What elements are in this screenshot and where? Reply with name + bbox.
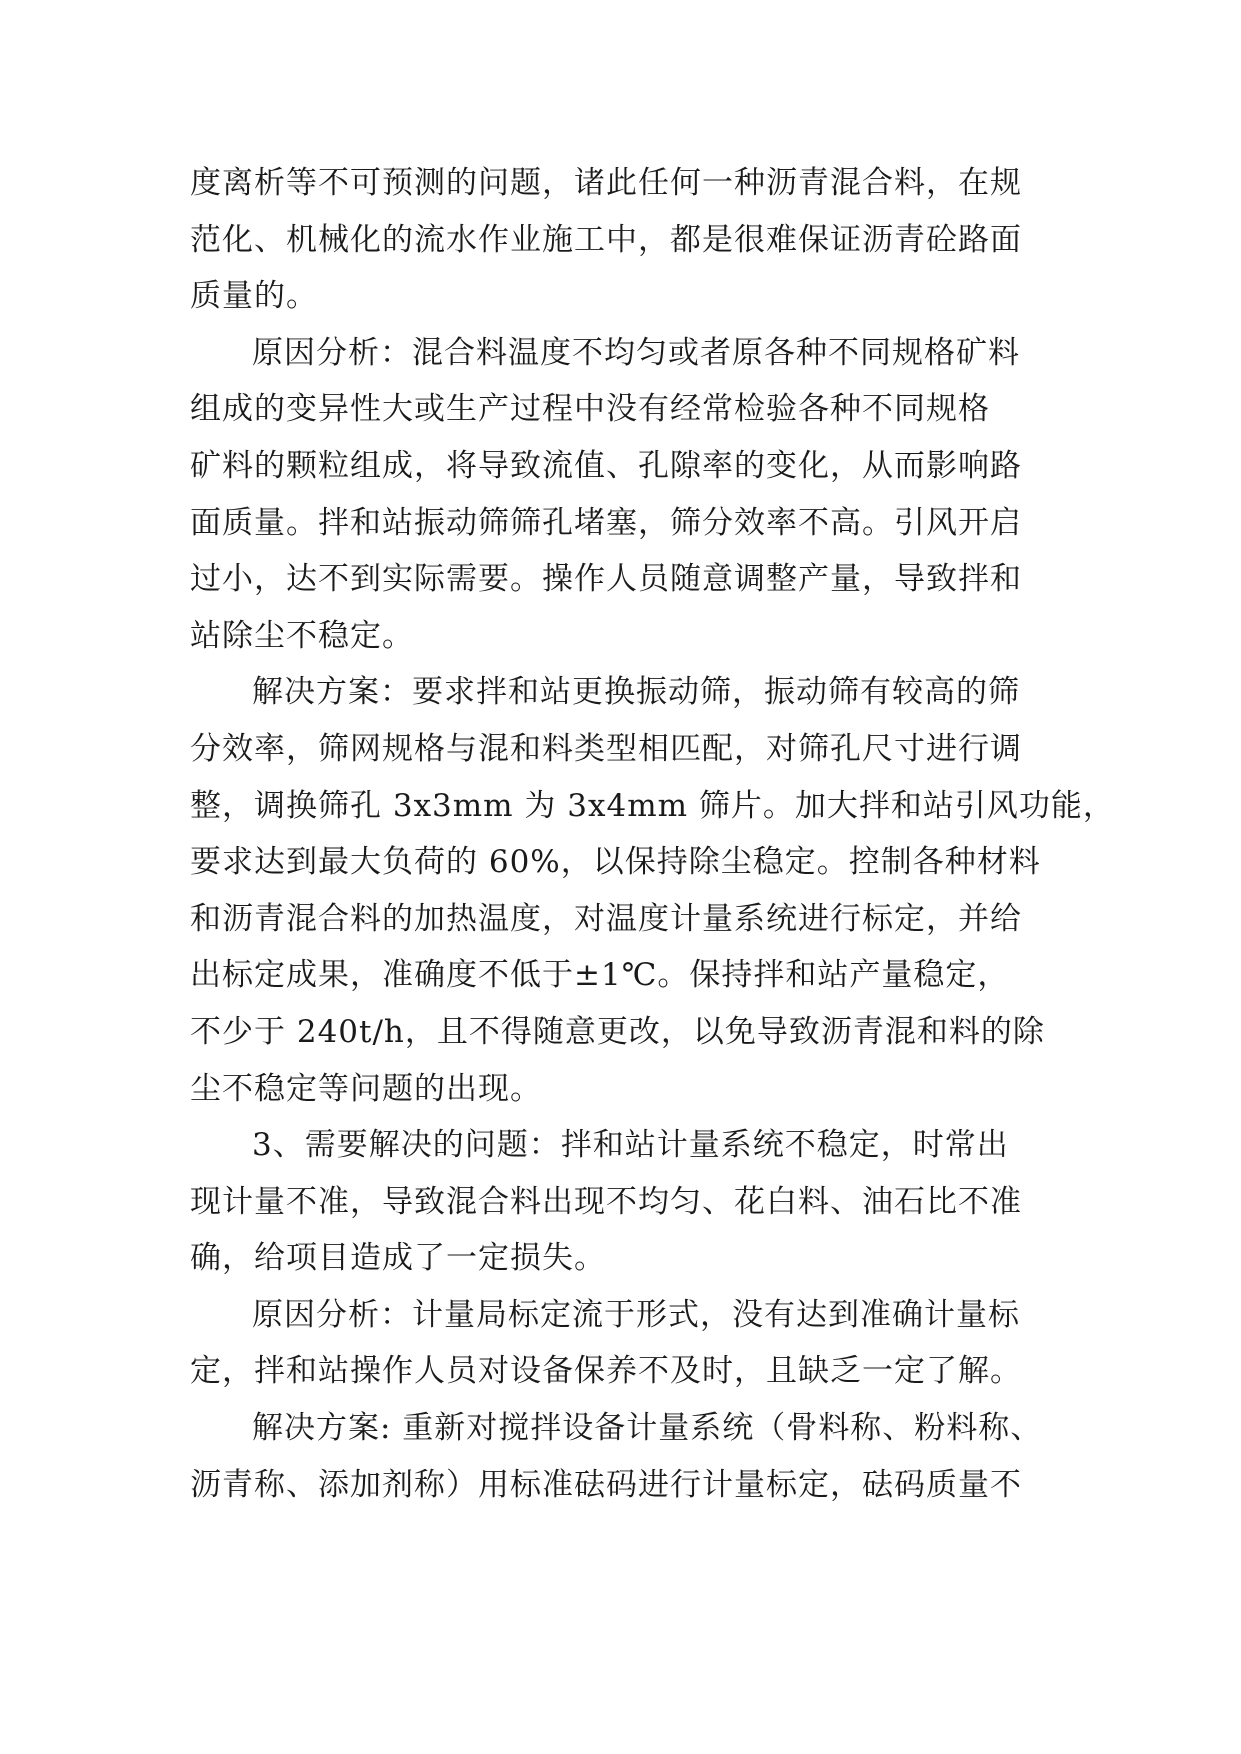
text-line: 沥青称、添加剂称）用标准砝码进行计量标定，砝码质量不: [190, 1466, 1022, 1503]
text-line: 定，拌和站操作人员对设备保养不及时，且缺乏一定了解。: [190, 1353, 1022, 1390]
text-line: 组成的变异性大或生产过程中没有经常检验各种不同规格: [190, 391, 990, 428]
text-line: 原因分析：混合料温度不均匀或者原各种不同规格矿料: [252, 334, 1020, 371]
body-text: [190, 155, 1115, 1513]
text-line: 站除尘不稳定。: [190, 617, 414, 654]
text-line: 不少于 240t/h，且不得随意更改，以免导致沥青混和料的除: [190, 1013, 1045, 1050]
text-line: 分效率，筛网规格与混和料类型相匹配，对筛孔尺寸进行调: [190, 730, 1022, 767]
text-line: 质量的。: [190, 278, 318, 315]
text-line: 范化、机械化的流水作业施工中，都是很难保证沥青砼路面: [190, 221, 1022, 258]
text-line: 确，给项目造成了一定损失。: [190, 1240, 606, 1277]
text-line: 3、需要解决的问题：拌和站计量系统不稳定，时常出: [252, 1127, 1009, 1164]
text-line: 解决方案：要求拌和站更换振动筛，振动筛有较高的筛: [252, 674, 1020, 711]
text-line: 面质量。拌和站振动筛筛孔堵塞，筛分效率不高。引风开启: [190, 504, 1022, 541]
text-line: 度离析等不可预测的问题，诸此任何一种沥青混合料，在规: [190, 165, 1022, 201]
text-line: 尘不稳定等问题的出现。: [190, 1070, 542, 1107]
text-line: 解决方案: 重新对搅拌设备计量系统（骨料称、粉料称、: [252, 1410, 1043, 1447]
text-line: 矿料的颗粒组成，将导致流值、孔隙率的变化，从而影响路: [190, 447, 1022, 484]
text-line: 出标定成果，准确度不低于±1℃。保持拌和站产量稳定，: [190, 957, 1010, 994]
text-line: 现计量不准，导致混合料出现不均匀、花白料、油石比不准: [190, 1183, 1022, 1220]
text-line: 和沥青混合料的加热温度，对温度计量系统进行标定，并给: [190, 900, 1022, 937]
text-line: 整，调换筛孔 3x3mm 为 3x4mm 筛片。加大拌和站引风功能，: [190, 787, 1115, 824]
text-line: 要求达到最大负荷的 60%，以保持除尘稳定。控制各种材料: [190, 844, 1041, 881]
text-line: 过小，达不到实际需要。操作人员随意调整产量，导致拌和: [190, 561, 1022, 598]
text-line: 原因分析：计量局标定流于形式，没有达到准确计量标: [252, 1296, 1020, 1333]
